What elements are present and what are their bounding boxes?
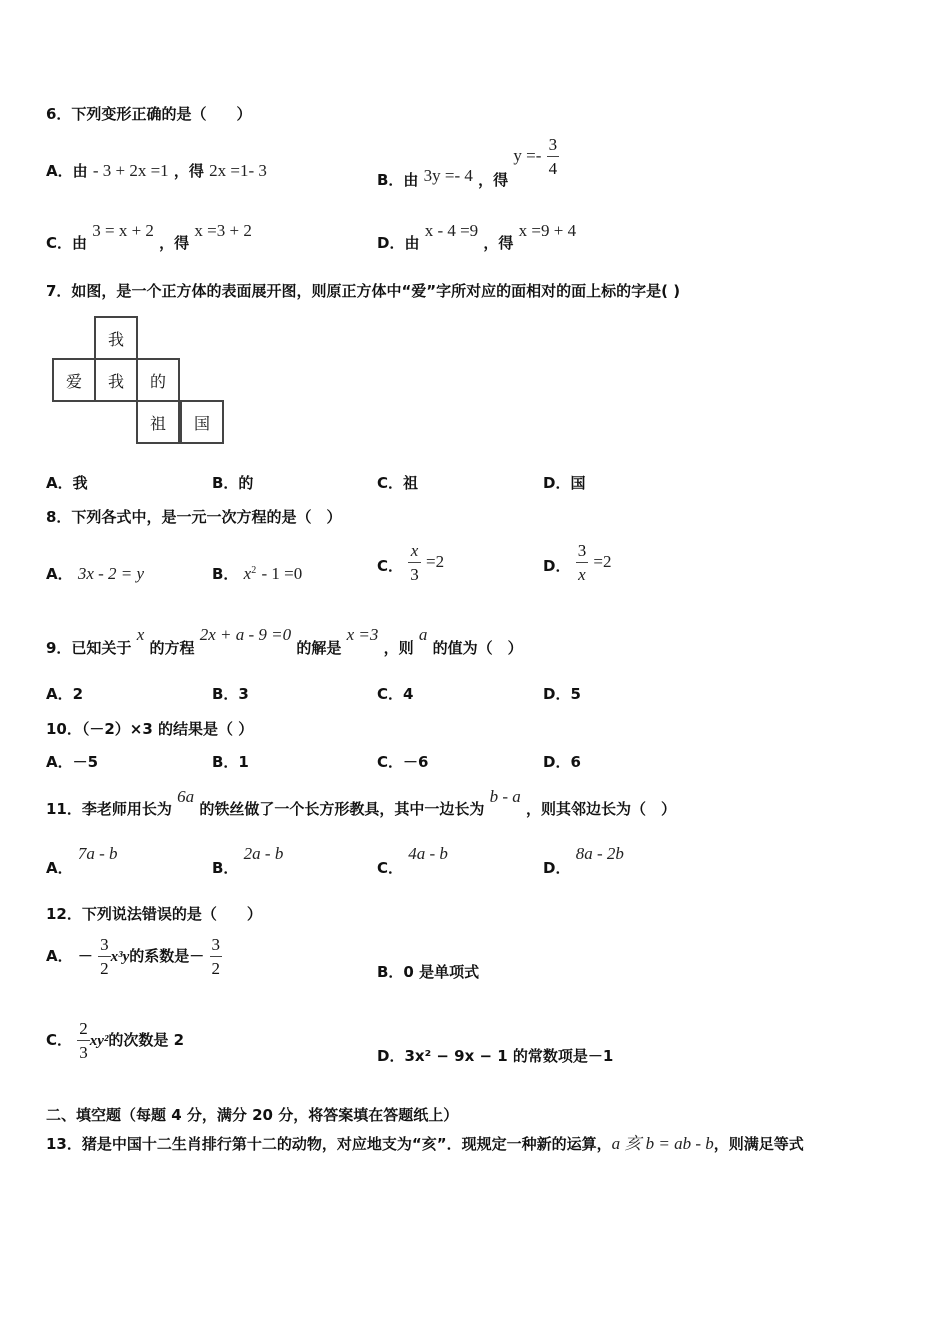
q11-option-d: [543, 843, 624, 877]
q12-stem: 12．下列说法错误的是（ ）: [46, 905, 262, 923]
net-cell: 爱: [52, 358, 96, 402]
math-expr: 2x + a - 9 =0: [199, 625, 292, 644]
stem-text: ，则满足等式: [713, 1135, 804, 1153]
q9-option-b: B．3: [212, 685, 249, 703]
option-text: －: [77, 947, 93, 965]
fraction: $\frac{3}{4}$: [548, 135, 558, 178]
math-expr: 3x - 2 = y: [77, 564, 145, 583]
math-expr: a 亥 b = ab - b: [611, 1134, 714, 1153]
option-label: B．由: [377, 171, 419, 189]
stem-text: ，则其邻边长为（ ）: [526, 800, 677, 818]
option-label: A．由: [46, 162, 88, 180]
q12-option-c: [46, 1020, 184, 1061]
q11-option-b: [212, 843, 284, 877]
q9-option-a: A．2: [46, 685, 84, 703]
option-label: A．: [46, 565, 73, 583]
option-text: ，得: [483, 234, 514, 252]
q7-option-a: A．我: [46, 474, 88, 492]
q6-option-b: [377, 135, 559, 189]
option-label: C．: [377, 557, 404, 575]
q7-option-b: B．的: [212, 474, 254, 492]
q6-option-c: [46, 220, 252, 252]
q13-stem: [46, 1129, 804, 1154]
option-label: D．由: [377, 234, 420, 252]
option-label: B．: [212, 859, 239, 877]
option-label: D．: [543, 557, 571, 575]
q6-option-a: [46, 160, 267, 181]
q9-option-d: D．5: [543, 685, 581, 703]
q8-stem: 8．下列各式中，是一元一次方程的是（ ）: [46, 508, 342, 526]
section-title: 二、填空题（每题 4 分，满分 20 分，将答案填在答题纸上）: [46, 1106, 459, 1124]
stem-text: 11．李老师用长为: [46, 800, 172, 818]
math-expr: 6a: [177, 787, 195, 806]
math-expr: 2a - b: [243, 844, 284, 863]
stem-text: 9．已知关于: [46, 639, 132, 657]
stem-text: 的值为（ ）: [432, 639, 523, 657]
stem-text: 的方程: [149, 639, 195, 657]
math-expr: 3y =- 4: [423, 166, 473, 185]
math-expr: y =-: [513, 146, 542, 165]
q9-option-c: C．4: [377, 685, 414, 703]
q7-option-d: D．国: [543, 474, 586, 492]
math-expr: 2x =1- 3: [209, 161, 267, 180]
q7-option-c: C．祖: [377, 474, 419, 492]
q10-option-d: D．6: [543, 753, 581, 771]
option-text: ，得: [478, 171, 509, 189]
option-label: B．: [212, 565, 239, 583]
math-expr: 4a - b: [408, 844, 448, 863]
q6-stem: 6．下列变形正确的是（ ）: [46, 105, 252, 123]
q6-option-d: [377, 220, 577, 252]
math-expr: x =3: [346, 625, 379, 644]
math-expr: 7a - b: [77, 844, 118, 863]
fraction: $\frac{3}{x}$: [577, 541, 587, 584]
fraction: $\frac{3}{2}$: [211, 935, 220, 978]
q11-option-c: [377, 843, 448, 877]
math-expr: a: [418, 625, 428, 644]
math-expr: 3 = x + 2: [92, 221, 154, 240]
q12-option-b: B．0 是单项式: [377, 963, 480, 981]
q10-stem: 10．（－2）×3 的结果是（ ）: [46, 720, 254, 738]
q8-option-b: [212, 563, 302, 584]
stem-text: 13．猪是中国十二生肖排行第十二的动物，对应地支为“亥”．现规定一种新的运算，: [46, 1135, 612, 1153]
net-cell: 我: [94, 358, 138, 402]
math-expr: - 3 + 2x =1: [92, 161, 169, 180]
net-cell: 的: [136, 358, 180, 402]
q12-option-a: [46, 936, 222, 977]
net-cell: 祖: [136, 400, 180, 444]
option-label: C．: [46, 1031, 73, 1049]
q10-option-b: B．1: [212, 753, 249, 771]
math-expr: =2: [593, 552, 612, 571]
q10-option-a: A．－5: [46, 753, 99, 771]
q8-option-a: [46, 563, 144, 584]
math-expr: 8a - 2b: [575, 844, 624, 863]
q9-stem: [46, 624, 523, 657]
math-expr: =2: [425, 552, 445, 571]
net-cell: 国: [180, 400, 224, 444]
option-label: D．: [543, 859, 571, 877]
math-expr: - 1 =0: [261, 564, 303, 583]
stem-text: ，则: [383, 639, 414, 657]
math-expr: xy²: [89, 1033, 109, 1049]
q12-option-d: D．3x² − 9x − 1 的常数项是－1: [377, 1047, 614, 1065]
math-expr: x =3 + 2: [194, 221, 252, 240]
option-label: C．: [377, 859, 404, 877]
math-expr: x³y: [110, 949, 130, 965]
math-expr: x - 4 =9: [424, 221, 479, 240]
option-text: 的系数是－: [129, 947, 205, 965]
stem-text: 的解是: [296, 639, 342, 657]
math-expr: x: [243, 564, 252, 583]
math-expr: x: [136, 625, 145, 644]
q8-option-c: [377, 542, 444, 583]
option-label: A．: [46, 859, 73, 877]
cube-net-figure: [52, 316, 228, 448]
q11-stem: [46, 786, 677, 818]
option-text: 的次数是 2: [108, 1031, 185, 1049]
fraction: $\frac{x}{3}$: [410, 541, 419, 584]
math-expr: b - a: [489, 787, 521, 806]
q10-option-c: C．－6: [377, 753, 429, 771]
q7-stem: 7．如图，是一个正方体的表面展开图，则原正方体中“爱”字所对应的面相对的面上标的字是( ): [46, 282, 681, 300]
net-cell: 我: [94, 316, 138, 360]
option-text: ，得: [173, 162, 204, 180]
stem-text: 的铁丝做了一个长方形教具，其中一边长为: [199, 800, 485, 818]
option-label: A．: [46, 947, 73, 965]
exponent: 2: [251, 565, 257, 576]
fraction: $\frac{3}{2}$: [100, 935, 109, 978]
q11-option-a: [46, 843, 118, 877]
option-text: ，得: [159, 234, 190, 252]
option-label: C．由: [46, 234, 88, 252]
math-expr: x =9 + 4: [518, 221, 577, 240]
fraction: $\frac{2}{3}$: [79, 1019, 88, 1062]
q8-option-d: [543, 542, 612, 583]
